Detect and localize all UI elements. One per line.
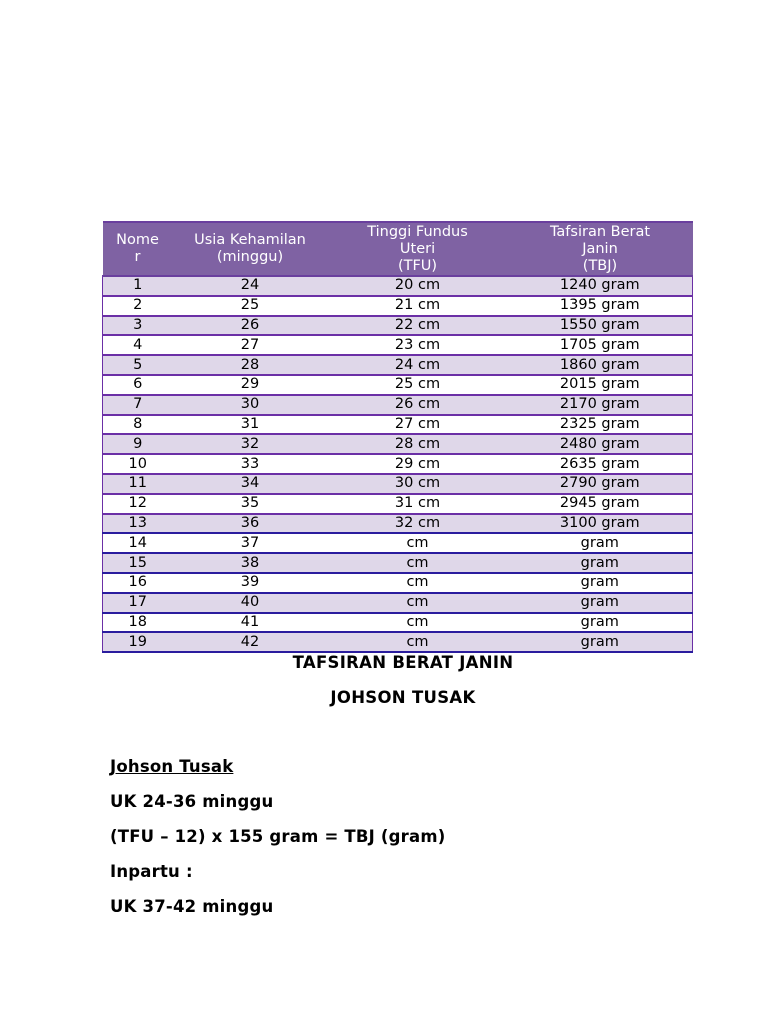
cell-usia: 42	[173, 632, 328, 652]
cell-tbj: 1860 gram	[508, 355, 693, 375]
table-row	[103, 276, 693, 296]
cell-tfu: 32 cm	[328, 514, 508, 534]
cell-tbj: gram	[508, 533, 693, 553]
cell-tbj: gram	[508, 573, 693, 593]
table-row	[103, 474, 693, 494]
cell-usia: 39	[173, 573, 328, 593]
header-usia-line1: Usia Kehamilan	[194, 232, 306, 248]
table-row	[103, 553, 693, 573]
tbj-table-container	[102, 221, 692, 653]
cell-tfu: cm	[328, 553, 508, 573]
cell-nomor: 9	[103, 434, 173, 454]
cell-tfu: 29 cm	[328, 454, 508, 474]
cell-usia: 38	[173, 553, 328, 573]
table-row	[103, 454, 693, 474]
cell-tfu: cm	[328, 593, 508, 613]
cell-usia: 31	[173, 415, 328, 435]
table-row	[103, 434, 693, 454]
cell-tbj: 2790 gram	[508, 474, 693, 494]
cell-tbj: 2015 gram	[508, 375, 693, 395]
cell-tbj: 1550 gram	[508, 316, 693, 336]
cell-tbj: gram	[508, 613, 693, 633]
cell-tfu: cm	[328, 613, 508, 633]
cell-tfu: 21 cm	[328, 296, 508, 316]
header-tbj-line1: Tafsiran Berat	[549, 223, 651, 240]
notes-inpartu: Inpartu :	[110, 862, 193, 881]
cell-tbj: 2635 gram	[508, 454, 693, 474]
cell-usia: 32	[173, 434, 328, 454]
cell-nomor: 8	[103, 415, 173, 435]
table-row	[103, 533, 693, 553]
cell-nomor: 7	[103, 395, 173, 415]
cell-nomor: 11	[103, 474, 173, 494]
cell-usia: 30	[173, 395, 328, 415]
cell-tbj: 3100 gram	[508, 514, 693, 534]
cell-nomor: 19	[103, 632, 173, 652]
cell-nomor: 5	[103, 355, 173, 375]
table-row	[103, 613, 693, 633]
notes-gestation-range: UK 24-36 minggu	[110, 792, 274, 811]
cell-nomor: 17	[103, 593, 173, 613]
table-row	[103, 593, 693, 613]
cell-tfu: cm	[328, 533, 508, 553]
table-row	[103, 375, 693, 395]
cell-tfu: cm	[328, 573, 508, 593]
document-subtitle: JOHSON TUSAK	[330, 688, 476, 707]
cell-tfu: 31 cm	[328, 494, 508, 514]
header-usia-line2: (minggu)	[216, 249, 284, 265]
header-tbj	[508, 222, 693, 276]
header-tbj-line2: Janin	[582, 240, 618, 257]
cell-usia: 27	[173, 335, 328, 355]
table-row	[103, 316, 693, 336]
cell-nomor: 13	[103, 514, 173, 534]
header-nomor	[103, 222, 173, 276]
cell-usia: 28	[173, 355, 328, 375]
cell-tfu: cm	[328, 632, 508, 652]
cell-usia: 36	[173, 514, 328, 534]
cell-nomor: 3	[103, 316, 173, 336]
cell-usia: 24	[173, 276, 328, 296]
cell-tbj: gram	[508, 632, 693, 652]
cell-nomor: 6	[103, 375, 173, 395]
notes-formula: (TFU – 12) x 155 gram = TBJ (gram)	[110, 827, 446, 846]
table-row	[103, 632, 693, 652]
cell-tbj: gram	[508, 553, 693, 573]
cell-tfu: 20 cm	[328, 276, 508, 296]
table-row	[103, 415, 693, 435]
table-row	[103, 514, 693, 534]
notes-heading: Johson Tusak	[110, 757, 234, 776]
table-row	[103, 395, 693, 415]
header-tbj-line3: (TBJ)	[582, 257, 618, 274]
cell-tfu: 23 cm	[328, 335, 508, 355]
cell-usia: 33	[173, 454, 328, 474]
cell-usia: 26	[173, 316, 328, 336]
cell-tfu: 25 cm	[328, 375, 508, 395]
header-tfu	[328, 222, 508, 276]
cell-nomor: 2	[103, 296, 173, 316]
cell-tfu: 27 cm	[328, 415, 508, 435]
table-row	[103, 335, 693, 355]
cell-tbj: 2480 gram	[508, 434, 693, 454]
cell-nomor: 4	[103, 335, 173, 355]
cell-nomor: 18	[103, 613, 173, 633]
cell-nomor: 1	[103, 276, 173, 296]
header-usia-kehamilan	[173, 222, 328, 276]
notes-inpartu-range: UK 37-42 minggu	[110, 897, 274, 916]
cell-tbj: 1705 gram	[508, 335, 693, 355]
cell-nomor: 14	[103, 533, 173, 553]
formula-notes	[110, 757, 446, 932]
cell-usia: 29	[173, 375, 328, 395]
cell-tbj: gram	[508, 593, 693, 613]
cell-tbj: 2945 gram	[508, 494, 693, 514]
header-tfu-line3: (TFU)	[397, 257, 438, 274]
cell-usia: 37	[173, 533, 328, 553]
header-tfu-line2: Uteri	[399, 240, 436, 257]
cell-nomor: 12	[103, 494, 173, 514]
cell-tbj: 2325 gram	[508, 415, 693, 435]
cell-tfu: 30 cm	[328, 474, 508, 494]
header-tfu-line1: Tinggi Fundus	[367, 223, 468, 240]
cell-usia: 35	[173, 494, 328, 514]
cell-tbj: 1240 gram	[508, 276, 693, 296]
cell-usia: 34	[173, 474, 328, 494]
cell-usia: 41	[173, 613, 328, 633]
cell-nomor: 15	[103, 553, 173, 573]
table-row	[103, 494, 693, 514]
cell-tbj: 2170 gram	[508, 395, 693, 415]
table-row	[103, 573, 693, 593]
cell-usia: 25	[173, 296, 328, 316]
tbj-table	[102, 221, 693, 653]
cell-tfu: 24 cm	[328, 355, 508, 375]
cell-usia: 40	[173, 593, 328, 613]
cell-tfu: 26 cm	[328, 395, 508, 415]
cell-tfu: 28 cm	[328, 434, 508, 454]
cell-tfu: 22 cm	[328, 316, 508, 336]
cell-nomor: 16	[103, 573, 173, 593]
table-row	[103, 355, 693, 375]
table-header-row	[103, 222, 693, 276]
table-row	[103, 296, 693, 316]
header-nomor-line2: r	[134, 249, 141, 265]
cell-nomor: 10	[103, 454, 173, 474]
header-nomor-line1: Nome	[116, 232, 159, 248]
cell-tbj: 1395 gram	[508, 296, 693, 316]
document-title: TAFSIRAN BERAT JANIN	[292, 653, 514, 672]
table-body	[103, 276, 693, 652]
